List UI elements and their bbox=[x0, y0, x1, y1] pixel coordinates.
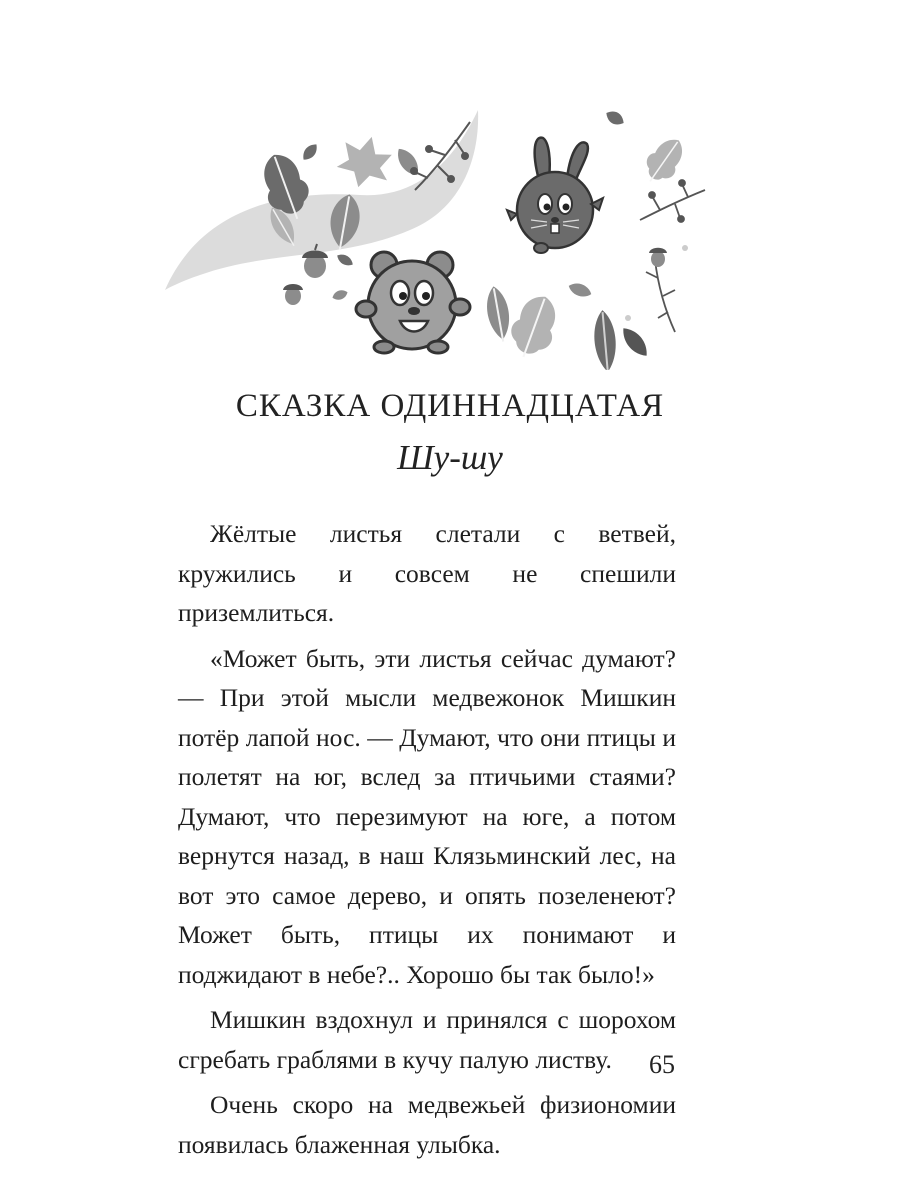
leaf-icon bbox=[603, 108, 626, 128]
twig-icon bbox=[640, 180, 705, 222]
leaf-icon bbox=[331, 288, 349, 302]
leaf-icon bbox=[592, 309, 618, 370]
paragraph: Очень скоро на медвежьей физиономии появилась блаженная улыбка. bbox=[178, 1090, 676, 1159]
page-number: 65 bbox=[649, 1050, 675, 1079]
hare-illustration bbox=[507, 138, 603, 253]
leaf-icon bbox=[483, 285, 513, 344]
paragraph: Мишкин вздохнул и принялся с шорохом сгребать граблями в кучу палую листву. bbox=[178, 1005, 676, 1074]
twig-icon bbox=[646, 260, 675, 332]
chapter-title: Шу-шу bbox=[397, 438, 503, 477]
paragraph: Жёлтые листья слетали с ветвей, кружились и совсем не спешили приземлиться. bbox=[178, 519, 676, 627]
autumn-illustration bbox=[160, 100, 720, 370]
leaf-icon bbox=[567, 280, 594, 299]
acorn-icon bbox=[283, 284, 303, 305]
leaf-icon bbox=[618, 323, 653, 360]
leaf-icon bbox=[335, 252, 355, 269]
chapter-heading: СКАЗКА ОДИННАДЦАТАЯ bbox=[235, 388, 665, 424]
maple-leaf-icon bbox=[333, 130, 397, 194]
leaf-icon bbox=[300, 141, 321, 163]
acorn-icon bbox=[649, 248, 667, 267]
oak-leaf-icon bbox=[504, 290, 565, 364]
bear-cub-illustration bbox=[356, 252, 470, 353]
body-text bbox=[178, 514, 676, 1170]
paragraph: «Может быть, эти листья сейчас думают? — При этой мысли медвежонок Мишкин потёр лапой нос. — Думают, что они птицы и полетят на юг, вслед за птичьими стаями? Думают, что перезимуют на юге, а потом вернутся назад, в наш Клязьминский лес, на вот это самое дерево, и опять позеленеют? Может быть, птицы их понимают и поджидают в небе?.. Хорошо бы так было!» bbox=[178, 643, 676, 989]
